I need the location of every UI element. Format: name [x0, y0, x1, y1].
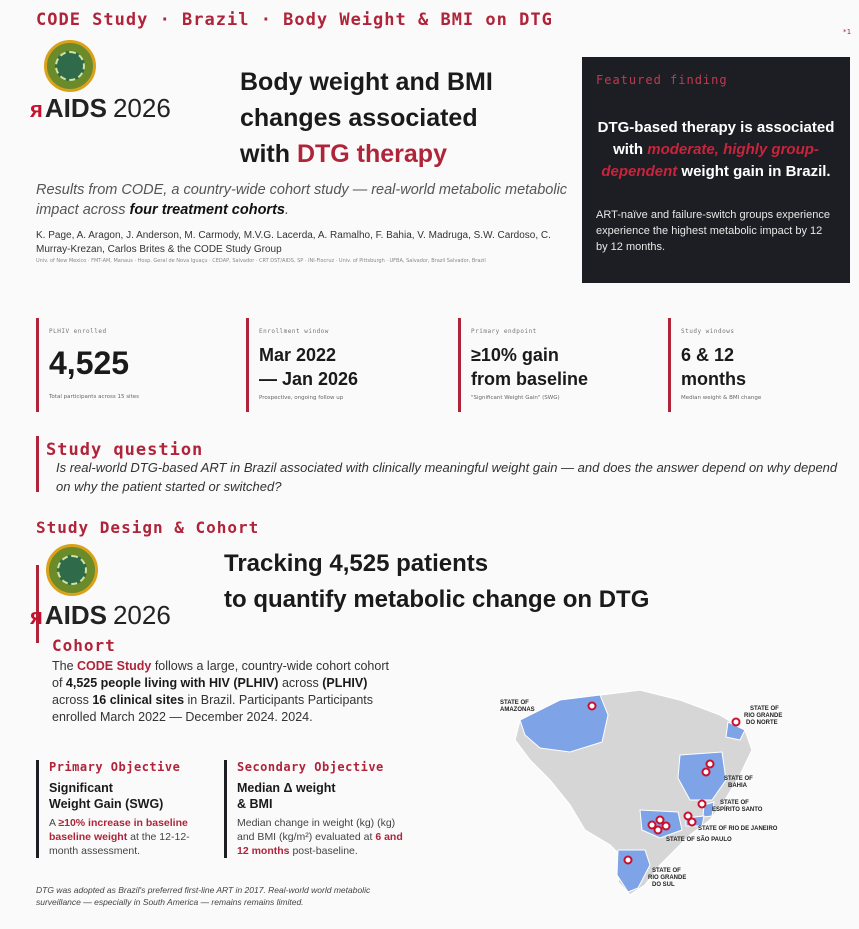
page-header: CODE Study · Brazil · Body Weight & BMI on DTG — [36, 10, 553, 30]
site-pin-icon — [657, 817, 664, 824]
site-pin-icon — [589, 703, 596, 710]
design-title-line-2: to quantify metabolic change on DTG — [224, 586, 650, 613]
logo-brand: AIDS — [44, 600, 107, 630]
aids-2026-logo — [30, 93, 171, 124]
stat-value-line-2: months — [681, 369, 746, 389]
secondary-objective-title — [237, 780, 414, 812]
stat-enrollment-window — [246, 318, 456, 412]
subtitle-lead: Results from CODE, a country-wide cohort study — real-world metabolic metabolic impact across — [36, 182, 568, 218]
stat-plhiv-enrolled — [36, 318, 236, 412]
label-rgn: STATE OF — [750, 706, 779, 712]
label-es: ESPÍRITO SANTO — [712, 807, 763, 813]
cohort-text — [52, 658, 397, 726]
secondary-objective — [224, 760, 414, 858]
site-pin-icon — [689, 819, 696, 826]
stat-value — [471, 343, 658, 391]
stat-label: Enrollment window — [259, 328, 329, 335]
cohort-t3: across — [281, 676, 319, 690]
conference-emblem-icon — [46, 544, 98, 596]
stat-value — [681, 343, 848, 391]
hero-title — [240, 64, 560, 172]
primary-objective-title — [49, 780, 216, 812]
stat-value-line-2: — Jan 2026 — [259, 369, 359, 389]
primary-desc-2: at the 12-12-month assessment. — [49, 831, 190, 857]
site-pin-icon — [655, 827, 662, 834]
section-title-study-design: Study Design & Cohort — [36, 518, 260, 537]
study-question-title: Study question — [46, 440, 204, 460]
label-bahia: STATE OF — [724, 776, 753, 782]
stat-label: PLHIV enrolled — [49, 328, 107, 335]
study-question-accent-bar — [36, 436, 39, 492]
secondary-objective-heading: Secondary Objective — [237, 760, 384, 774]
stat-value: 4,525 — [49, 345, 130, 381]
primary-objective-heading: Primary Objective — [49, 760, 181, 774]
featured-finding-panel — [582, 57, 850, 283]
logo-year: 2026 — [112, 93, 171, 123]
featured-headline — [596, 117, 836, 183]
footnote: DTG was adopted as Brazil's preferred first-line ART in 2017. Real-world world metabolic surveillance — especially in South America — remains remains limited. — [36, 885, 371, 907]
primary-desc-bold: ≥10% increase in baseline baseline weight — [49, 817, 188, 843]
label-rj: STATE OF RIO DE JANEIRO — [698, 826, 778, 832]
label-rgn: DO NORTE — [746, 720, 778, 726]
featured-headline-b: weight gain in Brazil. — [681, 163, 831, 180]
secondary-desc-bold: 6 and 12 months — [237, 831, 403, 857]
stat-value-line-1: Mar 2022 — [259, 345, 337, 365]
primary-objective-desc — [49, 816, 216, 858]
subtitle-bold: four treatment cohorts — [129, 202, 285, 218]
conference-emblem-icon — [44, 40, 96, 92]
author-list: K. Page, A. Aragon, J. Anderson, M. Carmody, M.V.G. Lacerda, A. Ramalho, F. Bahia, V. Madruga, S.W. Cardoso, C. Murray-Krezan, Carlos Brites & the CODE Study Group — [36, 230, 551, 255]
stat-sub: Median weight & BMI change — [681, 395, 762, 401]
primary-title-line-2: Weight Gain (SWG) — [49, 797, 164, 811]
red-ribbon-icon: ᴙ — [30, 604, 43, 629]
site-pin-icon — [699, 801, 706, 808]
cohort-b2: (PLHIV) — [322, 676, 368, 690]
cohort-code-study: CODE Study — [77, 659, 152, 673]
subtitle — [36, 180, 576, 220]
cohort-b3: 16 clinical sites — [92, 693, 185, 707]
hero-title-highlight: DTG therapy — [296, 140, 447, 168]
stat-value-line-1: ≥10% gain — [471, 345, 559, 365]
hero-title-line-3 — [240, 136, 560, 172]
brazil-map — [490, 660, 790, 910]
corner-mark: *1 — [842, 28, 851, 36]
site-pin-icon — [663, 823, 670, 830]
secondary-objective-desc — [237, 816, 414, 858]
label-rgs: RIO GRANDE — [648, 875, 687, 881]
primary-title-line-1: Significant — [49, 781, 113, 795]
secondary-title-line-2: & BMI — [237, 797, 273, 811]
hero-title-with: with — [240, 140, 290, 168]
label-rgn: RIO GRANDE — [744, 713, 783, 719]
stat-primary-endpoint — [458, 318, 658, 412]
cohort-b1: 4,525 people living with HIV (PLHIV) — [65, 676, 279, 690]
label-amazonas: AMAZONAS — [500, 707, 535, 713]
cohort-t1: The — [52, 659, 74, 673]
featured-label: Featured finding — [596, 73, 728, 87]
label-es: STATE OF — [720, 800, 749, 806]
label-amazonas: STATE OF — [500, 700, 529, 706]
stat-sub: Total participants across 15 sites — [49, 394, 139, 400]
primary-desc-1: A — [49, 817, 56, 829]
hero-title-line-2: changes associated — [240, 104, 478, 132]
label-bahia: BAHIA — [728, 783, 747, 789]
site-pin-icon — [707, 761, 714, 768]
cohort-t2: follows a large, country-wide cohort cohort of — [52, 659, 389, 690]
stat-value-line-2: from baseline — [471, 369, 589, 389]
site-pin-icon — [625, 857, 632, 864]
logo-year: 2026 — [112, 600, 171, 630]
secondary-title-line-1: Median Δ weight — [237, 781, 336, 795]
label-rgs: STATE OF — [652, 868, 681, 874]
cohort-t5: in Brazil. Participants Participants enrolled March 2022 — December 2024. 2024. — [52, 693, 374, 724]
stat-sub: Prospective, ongoing follow up — [259, 395, 344, 401]
red-ribbon-icon: ᴙ — [30, 97, 43, 122]
label-rgs: DO SUL — [652, 882, 675, 888]
site-pin-icon — [733, 719, 740, 726]
featured-headline-emphasis: moderate, highly group-dependent — [601, 141, 819, 180]
stat-label: Primary endpoint — [471, 328, 537, 335]
stat-value-line-1: 6 & 12 — [681, 345, 735, 365]
secondary-desc-1: Median change in weight (kg) (kg) and BMI (kg/m²) evaluated at — [237, 817, 396, 843]
featured-headline-a: DTG-based therapy is associated with — [597, 119, 835, 158]
stat-label: Study windows — [681, 328, 735, 335]
cohort-t4: across — [52, 693, 89, 707]
site-pin-icon — [703, 769, 710, 776]
subtitle-end: . — [284, 202, 290, 218]
stat-sub: "Significant Weight Gain" (SWG) — [471, 395, 560, 401]
aids-2026-logo — [30, 600, 171, 631]
stat-study-windows — [668, 318, 848, 412]
logo-brand: AIDS — [44, 93, 107, 123]
stat-value — [259, 343, 456, 391]
secondary-desc-2: post-baseline. — [292, 845, 358, 857]
featured-body: ART-naïve and failure-switch groups experience experience the highest metabolic impact by 12 by 12 months. — [596, 209, 830, 253]
affiliations: Univ. of New Mexico · FMT-AM, Manaus · Hosp. Geral de Nova Iguaçu · CEDAP, Salvador · CRT DST/AIDS, SP · INI-Fiocruz · Univ. of Pittsburgh · UFBA, Salvador, Brazil Salvador, Brazil — [36, 258, 486, 264]
label-sp: STATE OF SÃO PAULO — [666, 837, 732, 843]
design-title-line-1: Tracking 4,525 patients — [224, 550, 489, 577]
cohort-heading: Cohort — [52, 636, 116, 655]
study-question-text: Is real-world DTG-based ART in Brazil associated with clinically meaningful weight gain — and does the answer depend on why depend on why the patient started or switched? — [56, 460, 838, 494]
design-title — [224, 546, 649, 618]
hero-title-line-1: Body weight and BMI — [240, 68, 493, 96]
primary-objective — [36, 760, 216, 858]
